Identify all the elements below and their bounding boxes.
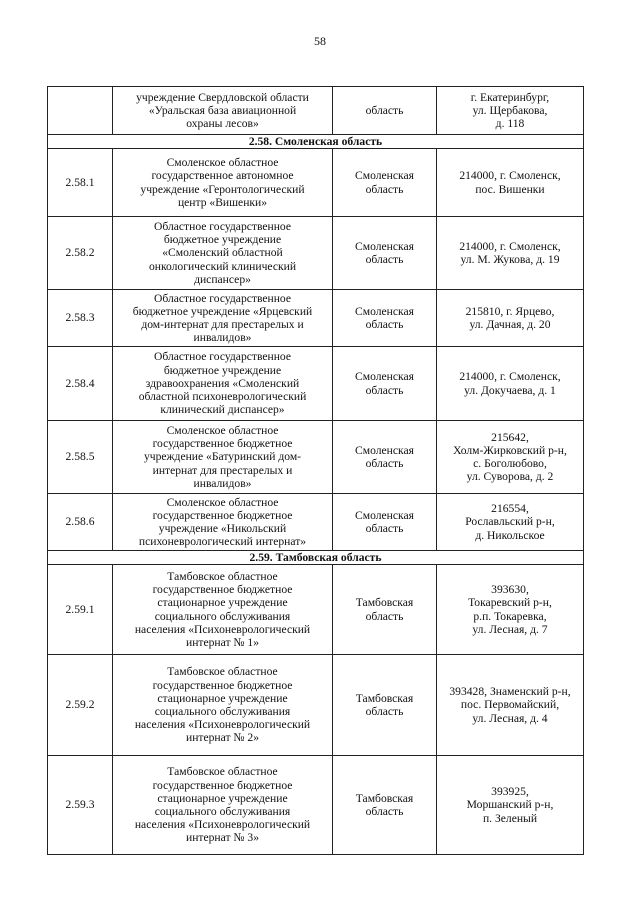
row-number: [48, 87, 113, 135]
region-name-line: область: [365, 182, 404, 196]
region-name: [333, 565, 437, 655]
table-row: [48, 421, 584, 494]
region-name-line: область: [365, 457, 404, 470]
address-line: 393630,: [491, 583, 529, 597]
institution-name-line: интернат для престарелых и: [152, 463, 293, 477]
row-number: 2.59.2: [48, 655, 113, 756]
address-line: 214000, г. Смоленск,: [459, 370, 561, 384]
region-name-line: Смоленская: [355, 304, 414, 318]
region-name-line: область: [365, 383, 404, 397]
address: [437, 655, 584, 756]
address-line: ул. Щербакова,: [472, 103, 548, 117]
region-name: [333, 494, 437, 551]
address: [437, 347, 584, 421]
address-line: Холм-Жирковский р-н,: [453, 443, 567, 457]
row-number: 2.58.2: [48, 217, 113, 290]
region-name: [333, 149, 437, 217]
institution-name-line: Смоленское областное: [166, 423, 279, 437]
row-number: 2.58.3: [48, 290, 113, 347]
address-line: 215642,: [491, 430, 529, 444]
institution-name: [113, 149, 333, 217]
institution-name: [113, 565, 333, 655]
institution-name-line: центр «Вишенки»: [177, 195, 268, 209]
table-row: [48, 347, 584, 421]
institution-name-line: бюджетное учреждение: [163, 233, 282, 247]
region-name-line: Смоленская: [355, 370, 414, 384]
institution-name-line: инвалидов»: [193, 331, 252, 345]
institution-name-line: стационарное учреждение: [157, 691, 288, 705]
institution-name-line: «Смоленский областной: [162, 246, 283, 260]
institution-name-line: Тамбовское областное: [167, 665, 278, 679]
address-line: ул. Суворова, д. 2: [466, 470, 554, 484]
region-name-line: Смоленская: [355, 239, 414, 253]
registry-table: [47, 86, 584, 855]
address-line: д. 118: [495, 117, 525, 131]
institution-name: [113, 756, 333, 855]
institution-name: [113, 217, 333, 290]
institution-name-line: дом-интернат для престарелых и: [141, 318, 304, 331]
institution-name-line: стационарное учреждение: [157, 791, 288, 805]
institution-name-line: государственное автономное: [151, 169, 294, 183]
region-name: [333, 421, 437, 494]
region-name-line: Смоленская: [355, 508, 414, 522]
address: [437, 421, 584, 494]
institution-name-line: здравоохранения «Смоленский: [145, 376, 300, 390]
institution-name-line: интернат № 1»: [186, 635, 259, 649]
institution-name: [113, 87, 333, 135]
institution-name-line: государственное бюджетное: [152, 437, 293, 451]
region-name-line: область: [365, 805, 404, 818]
institution-name-line: охраны лесов»: [186, 117, 259, 131]
institution-name-line: государственное бюджетное: [152, 778, 293, 792]
region-name-line: область: [365, 609, 404, 623]
institution-name-line: социального обслуживания: [154, 705, 291, 718]
institution-name-line: бюджетное учреждение «Ярцевский: [132, 304, 313, 318]
address-line: ул. Лесная, д. 7: [472, 622, 548, 636]
institution-name: [113, 347, 333, 421]
institution-name-line: социального обслуживания: [154, 805, 291, 818]
table-row: [48, 290, 584, 347]
address: [437, 87, 584, 135]
address-line: 214000, г. Смоленск,: [459, 239, 561, 253]
institution-name-line: бюджетное учреждение: [163, 363, 282, 377]
institution-name-line: Областное государственное: [153, 350, 292, 364]
table-row: [48, 756, 584, 855]
row-number: 2.58.6: [48, 494, 113, 551]
institution-name-line: инвалидов»: [193, 476, 252, 490]
region-name-line: Смоленская: [355, 443, 414, 457]
institution-name-line: Тамбовское областное: [167, 765, 278, 779]
section-title: 2.59. Тамбовская область: [48, 551, 584, 565]
address-line: пос. Первомайский,: [460, 698, 560, 712]
address-line: ул. М. Жукова, д. 19: [460, 253, 560, 266]
table-row: [48, 494, 584, 551]
address: [437, 290, 584, 347]
address: [437, 756, 584, 855]
institution-name-line: «Уральская база авиационной: [148, 103, 297, 117]
institution-name-line: клинический диспансер»: [160, 403, 285, 417]
region-name: [333, 347, 437, 421]
region-name-line: область: [365, 253, 404, 266]
row-number: 2.59.3: [48, 756, 113, 855]
institution-name: [113, 655, 333, 756]
address-line: с. Боголюбово,: [473, 457, 547, 470]
address-line: ул. Лесная, д. 4: [472, 711, 548, 725]
institution-name-line: учреждение «Батуринский дом-: [143, 450, 302, 464]
region-name-line: Тамбовская: [355, 791, 414, 805]
address-line: 215810, г. Ярцево,: [465, 304, 555, 318]
address-line: 214000, г. Смоленск,: [459, 169, 561, 183]
address-line: пос. Вишенки: [475, 182, 545, 196]
region-name: [333, 756, 437, 855]
institution-name-line: онкологический клинический: [148, 259, 297, 273]
address-line: 393925,: [491, 785, 529, 799]
institution-name-line: Тамбовское областное: [167, 569, 278, 583]
address: [437, 149, 584, 217]
institution-name-line: учреждение «Никольский: [158, 522, 287, 535]
region-name: [333, 655, 437, 756]
page-number: 58: [314, 34, 326, 48]
institution-name-line: населения «Психоневрологический: [134, 818, 311, 832]
section-header-row: [48, 551, 584, 565]
table-row: [48, 149, 584, 217]
table-row: [48, 655, 584, 756]
row-number: 2.59.1: [48, 565, 113, 655]
address-line: ул. Докучаева, д. 1: [464, 383, 556, 397]
institution-name: [113, 421, 333, 494]
address-line: Токаревский р-н,: [468, 596, 552, 610]
region-name-line: Тамбовская: [355, 596, 414, 610]
registry-table-body: [48, 87, 584, 855]
address-line: ул. Дачная, д. 20: [469, 318, 551, 331]
region-name-line: область: [365, 318, 404, 331]
institution-name-line: государственное бюджетное: [152, 678, 293, 692]
region-name: [333, 217, 437, 290]
address-line: Рославльский р-н,: [465, 515, 555, 529]
row-number: 2.58.1: [48, 149, 113, 217]
institution-name-line: государственное бюджетное: [152, 508, 293, 522]
region-name-line: область: [365, 103, 404, 117]
address-line: п. Зеленый: [482, 811, 538, 825]
region-name-line: область: [365, 705, 404, 718]
region-name-line: область: [365, 522, 404, 535]
section-title: 2.58. Смоленская область: [48, 135, 584, 149]
address: [437, 565, 584, 655]
institution-name-line: Областное государственное: [153, 291, 292, 305]
table-row: [48, 87, 584, 135]
address-line: р.п. Токаревка,: [473, 609, 547, 623]
institution-name-line: Областное государственное: [153, 219, 292, 233]
section-header-row: [48, 135, 584, 149]
address-line: 216554,: [491, 502, 529, 516]
institution-name-line: учреждение Свердловской области: [136, 90, 309, 104]
address-line: д. Никольское: [475, 528, 545, 542]
institution-name-line: населения «Психоневрологический: [134, 718, 311, 732]
institution-name-line: психоневрологический интернат»: [138, 535, 307, 549]
table-row: [48, 217, 584, 290]
institution-name-line: Смоленское областное: [166, 156, 279, 170]
institution-name-line: интернат № 2»: [186, 731, 259, 745]
address-line: г. Екатеринбург,: [470, 90, 550, 104]
institution-name: [113, 494, 333, 551]
address-line: 393428, Знаменский р-н,: [449, 685, 571, 699]
institution-name-line: государственное бюджетное: [152, 583, 293, 597]
row-number: 2.58.4: [48, 347, 113, 421]
institution-name-line: стационарное учреждение: [157, 596, 288, 610]
row-number: 2.58.5: [48, 421, 113, 494]
institution-name: [113, 290, 333, 347]
institution-name-line: диспансер»: [194, 272, 251, 286]
institution-name-line: учреждение «Геронтологический: [140, 182, 305, 196]
institution-name-line: областной психоневрологический: [138, 390, 307, 404]
address: [437, 494, 584, 551]
address: [437, 217, 584, 290]
region-name-line: Смоленская: [355, 169, 414, 183]
institution-name-line: интернат № 3»: [186, 831, 259, 845]
institution-name-line: Смоленское областное: [166, 495, 279, 509]
region-name-line: Тамбовская: [355, 691, 414, 705]
region-name: [333, 87, 437, 135]
institution-name-line: социального обслуживания: [154, 609, 291, 623]
institution-name-line: населения «Психоневрологический: [134, 622, 311, 636]
address-line: Моршанский р-н,: [466, 798, 554, 812]
region-name: [333, 290, 437, 347]
table-row: [48, 565, 584, 655]
